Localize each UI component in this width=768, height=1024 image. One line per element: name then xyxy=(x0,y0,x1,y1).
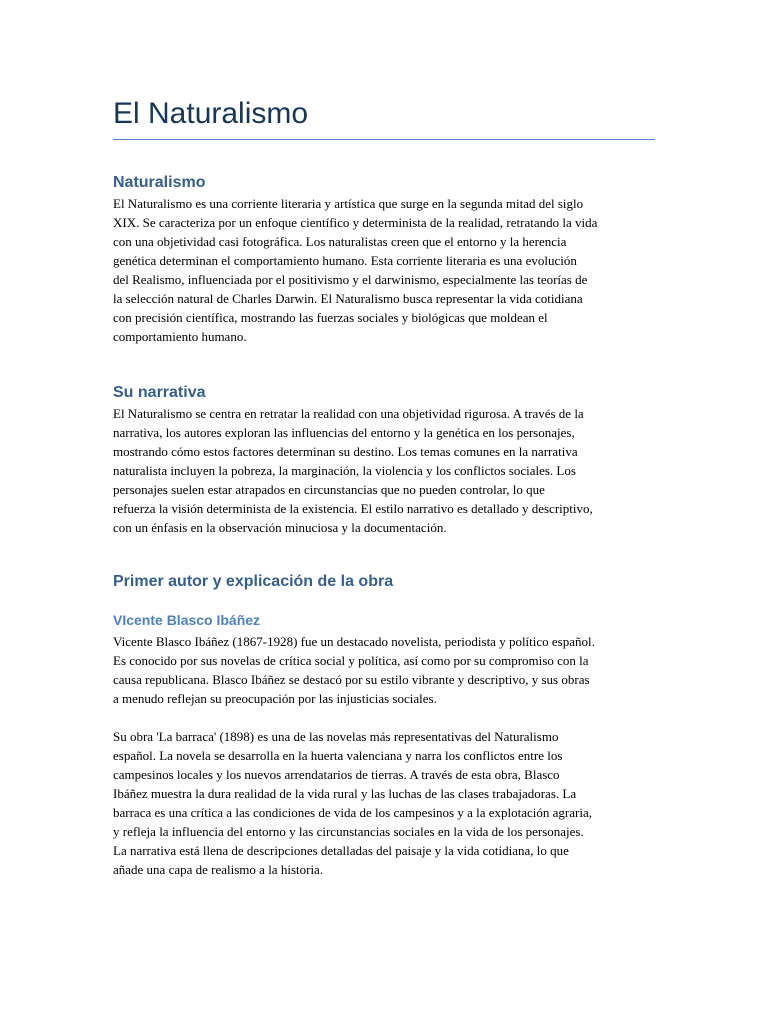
text-line: mostrando cómo estos factores determinan su destino. Los temas comunes en la narrativa xyxy=(113,444,578,459)
document-title: El Naturalismo xyxy=(113,97,309,130)
text-line: La narrativa está llena de descripciones detalladas del paisaje y la vida cotidiana, lo que xyxy=(113,843,569,858)
text-line: del Realismo, influenciada por el positivismo y el darwinismo, especialmente las teorías de xyxy=(113,272,588,287)
paragraph-author-bio xyxy=(113,632,658,708)
text-line: narrativa, los autores exploran las influencias del entorno y la genética en los personajes, xyxy=(113,425,575,440)
text-line: con un énfasis en la observación minuciosa y la documentación. xyxy=(113,520,447,535)
text-line: Su obra 'La barraca' (1898) es una de las novelas más representativas del Naturalismo xyxy=(113,729,559,744)
text-line: El Naturalismo es una corriente literaria y artística que surge en la segunda mitad del siglo xyxy=(113,196,584,211)
subheading-author: VIcente Blasco Ibáñez xyxy=(113,612,261,628)
text-line: refuerza la visión determinista de la existencia. El estilo narrativo es detallado y descriptivo, xyxy=(113,501,593,516)
text-line: personajes suelen estar atrapados en circunstancias que no pueden controlar, lo que xyxy=(113,482,545,497)
text-line: comportamiento humano. xyxy=(113,329,247,344)
text-line: con una objetividad casi fotográfica. Los naturalistas creen que el entorno y la herencia xyxy=(113,234,567,249)
text-line: Vicente Blasco Ibáñez (1867-1928) fue un destacado novelista, periodista y político español. xyxy=(113,634,595,649)
paragraph-la-barraca xyxy=(113,727,658,879)
text-line: español. La novela se desarrolla en la huerta valenciana y narra los conflictos entre los xyxy=(113,748,563,763)
text-line: XIX. Se caracteriza por un enfoque científico y determinista de la realidad, retratando la vida xyxy=(113,215,598,230)
text-line: a menudo reflejan su preocupación por las injusticias sociales. xyxy=(113,691,437,706)
text-line: añade una capa de realismo a la historia. xyxy=(113,862,324,877)
text-line: Es conocido por sus novelas de crítica social y política, así como por su compromiso con la xyxy=(113,653,589,668)
heading-primer-autor: Primer autor y explicación de la obra xyxy=(113,573,394,590)
heading-su-narrativa: Su narrativa xyxy=(113,384,206,401)
text-line: y refleja la influencia del entorno y las circunstancias sociales en la vida de los personajes. xyxy=(113,824,584,839)
text-line: causa republicana. Blasco Ibáñez se destacó por su estilo vibrante y descriptivo, y sus obras xyxy=(113,672,590,687)
heading-naturalismo: Naturalismo xyxy=(113,174,206,191)
text-line: con precisión científica, mostrando las fuerzas sociales y biológicas que moldean el xyxy=(113,310,548,325)
paragraph-naturalismo xyxy=(113,194,658,346)
text-line: campesinos locales y los nuevos arrendatarios de tierras. A través de esta obra, Blasco xyxy=(113,767,560,782)
text-line: naturalista incluyen la pobreza, la marginación, la violencia y los conflictos sociales. Los xyxy=(113,463,576,478)
text-line: El Naturalismo se centra en retratar la realidad con una objetividad rigurosa. A través de la xyxy=(113,406,584,421)
text-line: la selección natural de Charles Darwin. El Naturalismo busca representar la vida cotidiana xyxy=(113,291,583,306)
text-line: barraca es una crítica a las condiciones de vida de los campesinos y a la explotación agraria, xyxy=(113,805,592,820)
text-line: Ibáñez muestra la dura realidad de la vida rural y las luchas de las clases trabajadoras. La xyxy=(113,786,577,801)
paragraph-su-narrativa xyxy=(113,404,658,537)
title-underline xyxy=(113,139,655,140)
text-line: genética determinan el comportamiento humano. Esta corriente literaria es una evolución xyxy=(113,253,577,268)
